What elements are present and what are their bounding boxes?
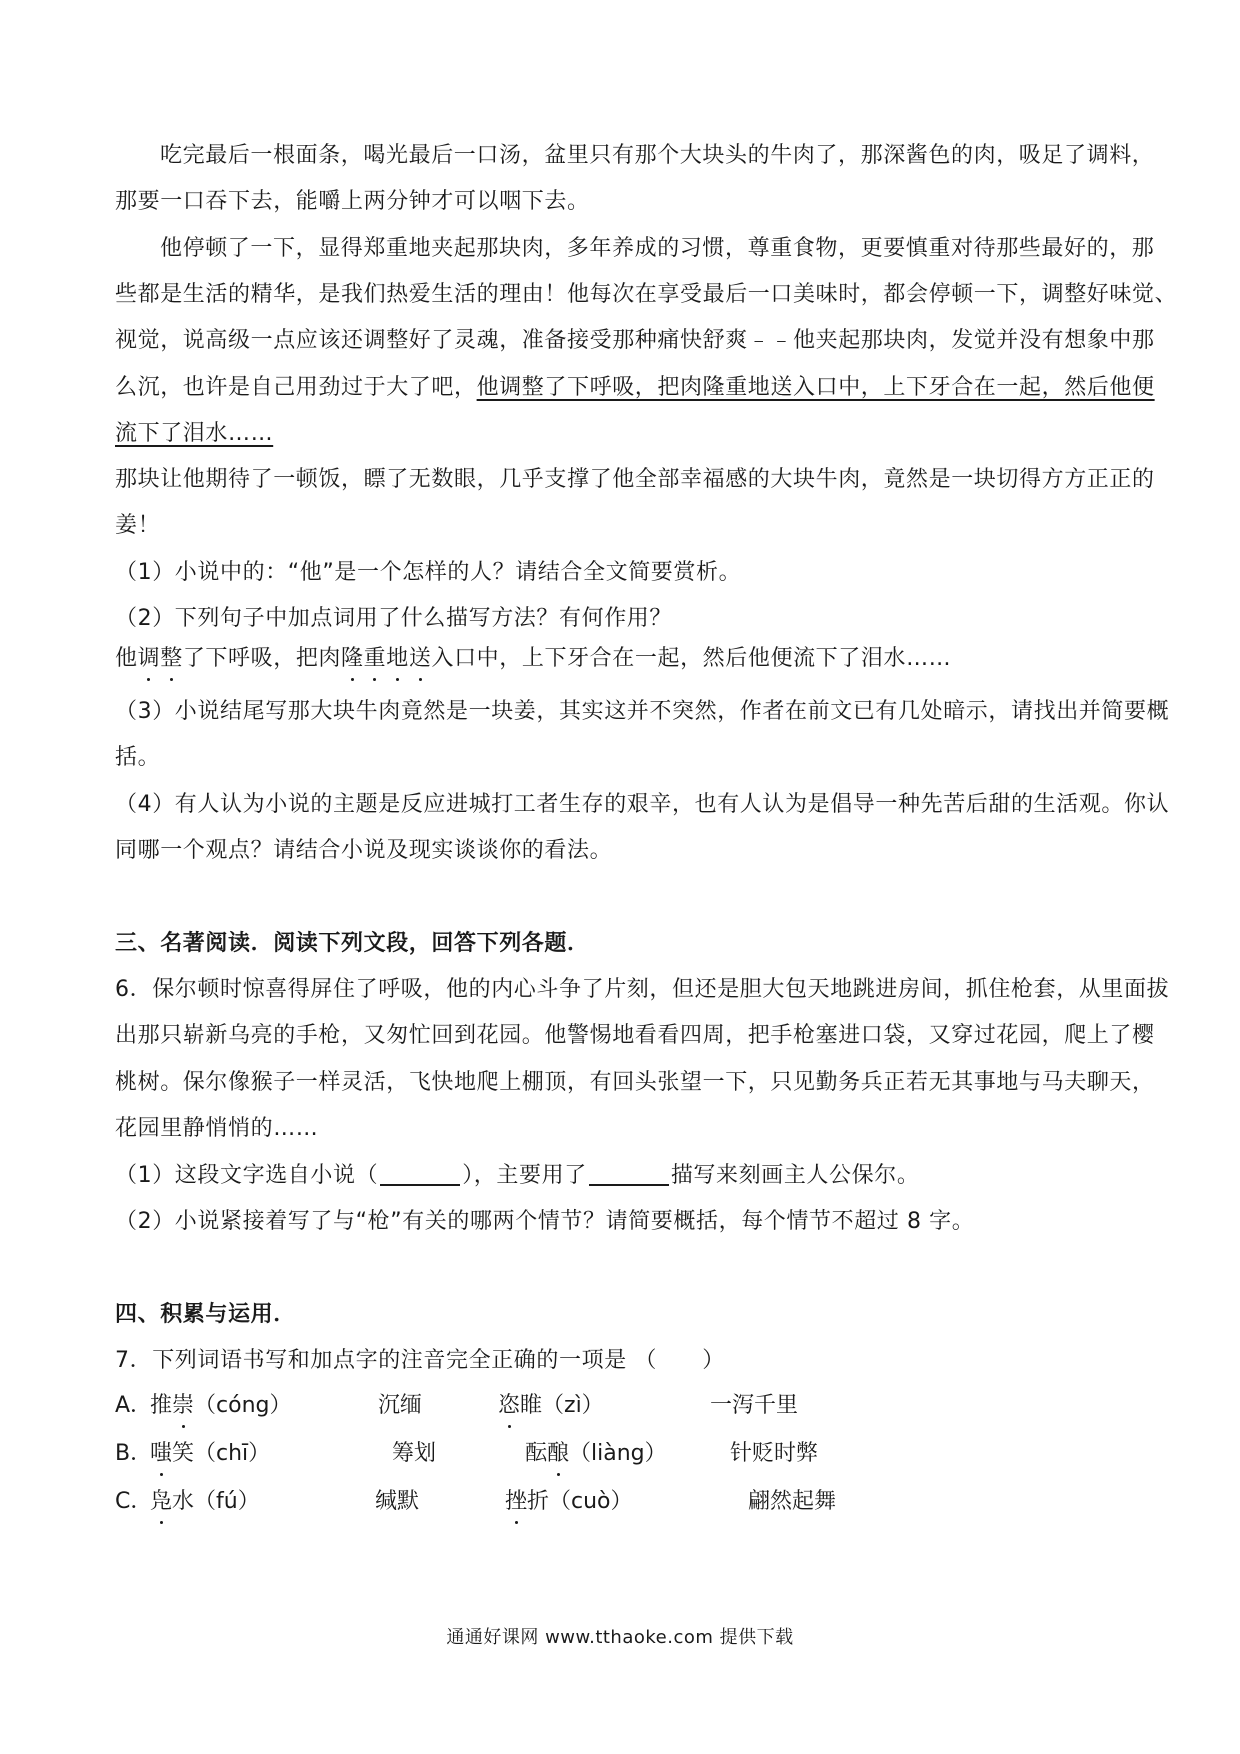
option-word-1: 凫水（fú） <box>150 1486 260 1518</box>
sentence-text: 他 <box>115 646 138 671</box>
dotted-char: 崇 <box>172 1390 194 1422</box>
section-4-heading: 四、积累与运用． <box>115 1302 296 1327</box>
option-word-2: 沉缅 <box>378 1393 423 1418</box>
question-text: ），主要用了 <box>462 1163 587 1188</box>
sentence-text: 入口中，上下牙合在一起，然后他便流下了泪水…… <box>431 646 952 671</box>
dotted-char: 整 <box>160 643 183 675</box>
dotted-char: 恣 <box>498 1390 520 1422</box>
passage-p2-line4 <box>115 372 1155 404</box>
question-6-line1: 6．保尔顿时惊喜得屏住了呼吸，他的内心斗争了片刻，但还是胆大包天地跳进房间，抓住枪套，从里面拔 <box>115 977 1170 1002</box>
underlined-sentence: 他调整了下呼吸，把肉隆重地送入口中，上下牙合在一起，然后他便 <box>476 375 1155 400</box>
question-7: 7．下列词语书写和加点字的注音完全正确的一项是 （ ） <box>115 1348 725 1373</box>
passage-plain-text: 么沉，也许是自己用劲过于大了吧， <box>115 375 477 400</box>
passage-p3-line1: 那块让他期待了一顿饭，瞟了无数眼，几乎支撑了他全部幸福感的大块牛肉，竟然是一块切得方方正正的 <box>115 467 1155 492</box>
question-5-1: （1）小说中的：“他”是一个怎样的人？请结合全文简要赏析。 <box>115 560 742 585</box>
option-word-1: 推崇（cóng） <box>150 1390 292 1422</box>
option-letter: C． <box>115 1489 153 1514</box>
question-5-2-sentence <box>115 643 1125 675</box>
dotted-char: 地 <box>386 643 409 675</box>
underlined-sentence-end: 流下了泪水…… <box>115 421 274 446</box>
passage-p2-line2: 些都是生活的精华，是我们热爱生活的理由！他每次在享受最后一口美味时，都会停顿一下，调整好味觉、 <box>115 282 1178 307</box>
question-text: 描写来刻画主人公保尔。 <box>670 1163 920 1188</box>
answer-blank[interactable] <box>380 1162 460 1186</box>
dotted-char: 重 <box>364 643 387 675</box>
answer-blank[interactable] <box>589 1162 669 1186</box>
sentence-text: 了下呼吸，把肉 <box>182 646 342 671</box>
option-word-4: 针贬时弊 <box>730 1441 819 1466</box>
question-text: （1）这段文字选自小说（ <box>115 1163 379 1188</box>
question-5-3-line1: （3）小说结尾写那大块牛肉竟然是一块姜，其实这并不突然，作者在前文已有几处暗示，请找出并简要概 <box>115 699 1170 724</box>
dotted-char: 凫 <box>150 1486 172 1518</box>
question-5-4-line2: 同哪一个观点？请结合小说及现实谈谈你的看法。 <box>115 838 613 863</box>
dotted-char: 酿 <box>547 1438 569 1470</box>
option-letter: B． <box>115 1441 153 1466</box>
question-6-line2: 出那只崭新乌亮的手枪，又匆忙回到花园。他警惕地看看四周，把手枪塞进口袋，又穿过花园，爬上了樱 <box>115 1023 1155 1048</box>
question-6-1 <box>115 1160 1125 1192</box>
option-word-3: 恣睢（zì） <box>498 1390 604 1422</box>
option-word-4: 翩然起舞 <box>748 1489 837 1514</box>
question-6-line3: 桃树。保尔像猴子一样灵活，飞快地爬上棚顶，有回头张望一下，只见勤务兵正若无其事地与马夫聊天， <box>115 1070 1155 1095</box>
dotted-char: 调 <box>138 643 161 675</box>
passage-p2-line5 <box>115 418 1125 450</box>
passage-p2-line3: 视觉，说高级一点应该还调整好了灵魂，准备接受那种痛快舒爽﹣﹣他夹起那块肉，发觉并没有想象中那 <box>115 328 1155 353</box>
passage-p3-line2: 姜！ <box>115 513 161 538</box>
option-word-2: 筹划 <box>392 1441 437 1466</box>
option-letter: A． <box>115 1393 153 1418</box>
option-word-1: 嗤笑（chī） <box>150 1438 270 1470</box>
passage-p2-line1: 他停顿了一下，显得郑重地夹起那块肉，多年养成的习惯，尊重食物，更要慎重对待那些最好的，那 <box>160 236 1155 261</box>
dotted-char: 送 <box>409 643 432 675</box>
question-5-3-line2: 括。 <box>115 745 161 770</box>
section-3-heading: 三、名著阅读．阅读下列文段，回答下列各题． <box>115 931 590 956</box>
dotted-char: 挫 <box>505 1486 527 1518</box>
question-6-2: （2）小说紧接着写了与“枪”有关的哪两个情节？请简要概括，每个情节不超过 8 字。 <box>115 1209 975 1234</box>
option-word-3: 酝酿（liàng） <box>525 1438 667 1470</box>
question-5-4-line1: （4）有人认为小说的主题是反应进城打工者生存的艰辛，也有人认为是倡导一种先苦后甜的生活观。你认 <box>115 792 1170 817</box>
option-word-2: 缄默 <box>375 1489 420 1514</box>
question-6-line4: 花园里静悄悄的…… <box>115 1116 319 1141</box>
option-word-4: 一泻千里 <box>710 1393 799 1418</box>
passage-p1-line2: 那要一口吞下去，能嚼上两分钟才可以咽下去。 <box>115 189 590 214</box>
page-footer: 通通好课网 www.tthaoke.com 提供下载 <box>446 1627 794 1648</box>
option-word-3: 挫折（cuò） <box>505 1486 633 1518</box>
passage-p1-line1: 吃完最后一根面条，喝光最后一口汤，盆里只有那个大块头的牛肉了，那深酱色的肉，吸足了调料， <box>160 143 1155 168</box>
dotted-char: 嗤 <box>150 1438 172 1470</box>
dotted-char: 隆 <box>341 643 364 675</box>
question-5-2: （2）下列句子中加点词用了什么描写方法？有何作用？ <box>115 606 672 631</box>
